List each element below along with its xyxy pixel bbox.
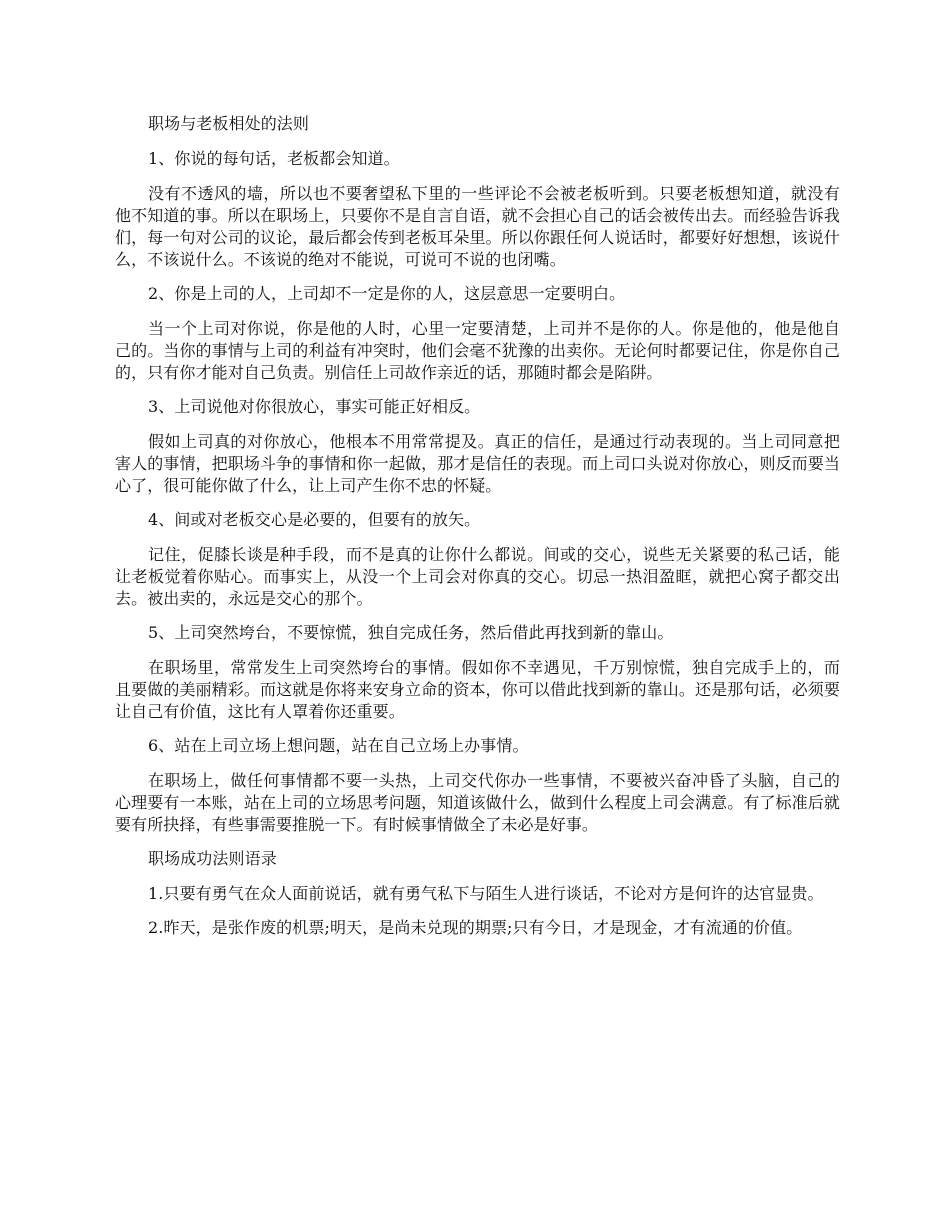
rule-6-body: 在职场上，做任何事情都不要一头热，上司交代你办一些事情，不要被兴奋冲昏了头脑，自己的心理要有一本账，站在上司的立场思考问题，知道该做什么，做到什么程度上司会满意。有了标准后就要有所抉择，有些事需要推脱一下。有时候事情做全了未必是好事。	[115, 771, 840, 834]
quote-1: 1.只要有勇气在众人面前说话，就有勇气私下与陌生人进行谈话，不论对方是何许的达官显贵。	[148, 884, 824, 903]
rule-4-heading: 4、间或对老板交心是必要的，但要有的放矢。	[148, 510, 481, 529]
rule-4-body: 记住，促膝长谈是种手段，而不是真的让你什么都说。间或的交心，说些无关紧要的私己话，能让老板觉着你贴心。而事实上，从没一个上司会对你真的交心。切忌一热泪盈眶，就把心窝子都交出去。被出卖的，永远是交心的那个。	[115, 545, 840, 608]
rule-1-heading: 1、你说的每句话，老板都会知道。	[148, 149, 400, 168]
document-title: 职场与老板相处的法则	[148, 114, 310, 133]
document-body	[115, 113, 840, 951]
rule-6-heading: 6、站在上司立场上想问题，站在自己立场上办事情。	[148, 736, 529, 755]
rule-2-body: 当一个上司对你说，你是他的人时，心里一定要清楚，上司并不是你的人。你是他的，他是他自己的。当你的事情与上司的利益有冲突时，他们会毫不犹豫的出卖你。无论何时都要记住，你是你自己的，只有你才能对自己负责。别信任上司故作亲近的话，那随时都会是陷阱。	[115, 319, 840, 382]
rule-3-body: 假如上司真的对你放心，他根本不用常常提及。真正的信任，是通过行动表现的。当上司同意把害人的事情，把职场斗争的事情和你一起做，那才是信任的表现。而上司口头说对你放心，则反而要当心了，很可能你做了什么，让上司产生你不忠的怀疑。	[115, 432, 840, 495]
rule-5-heading: 5、上司突然垮台，不要惊慌，独自完成任务，然后借此再找到新的靠山。	[148, 623, 674, 642]
quote-2: 2.昨天，是张作废的机票;明天，是尚未兑现的期票;只有今日，才是现金，才有流通的价值。	[148, 918, 803, 937]
quotes-section-title: 职场成功法则语录	[148, 849, 277, 868]
rule-5-body: 在职场里，常常发生上司突然垮台的事情。假如你不幸遇见，千万别惊慌，独自完成手上的，而且要做的美丽精彩。而这就是你将来安身立命的资本，你可以借此找到新的靠山。还是那句话，必须要让自己有价值，这比有人罩着你还重要。	[115, 658, 840, 721]
rule-2-heading: 2、你是上司的人，上司却不一定是你的人，这层意思一定要明白。	[148, 284, 626, 303]
rule-3-heading: 3、上司说他对你很放心，事实可能正好相反。	[148, 397, 481, 416]
rule-1-body: 没有不透风的墙，所以也不要奢望私下里的一些评论不会被老板听到。只要老板想知道，就没有他不知道的事。所以在职场上，只要你不是自言自语，就不会担心自己的话会被传出去。而经验告诉我们，每一句对公司的议论，最后都会传到老板耳朵里。所以你跟任何人说话时，都要好好想想，该说什么，不该说什么。不该说的绝对不能说，可说可不说的也闭嘴。	[115, 184, 840, 269]
